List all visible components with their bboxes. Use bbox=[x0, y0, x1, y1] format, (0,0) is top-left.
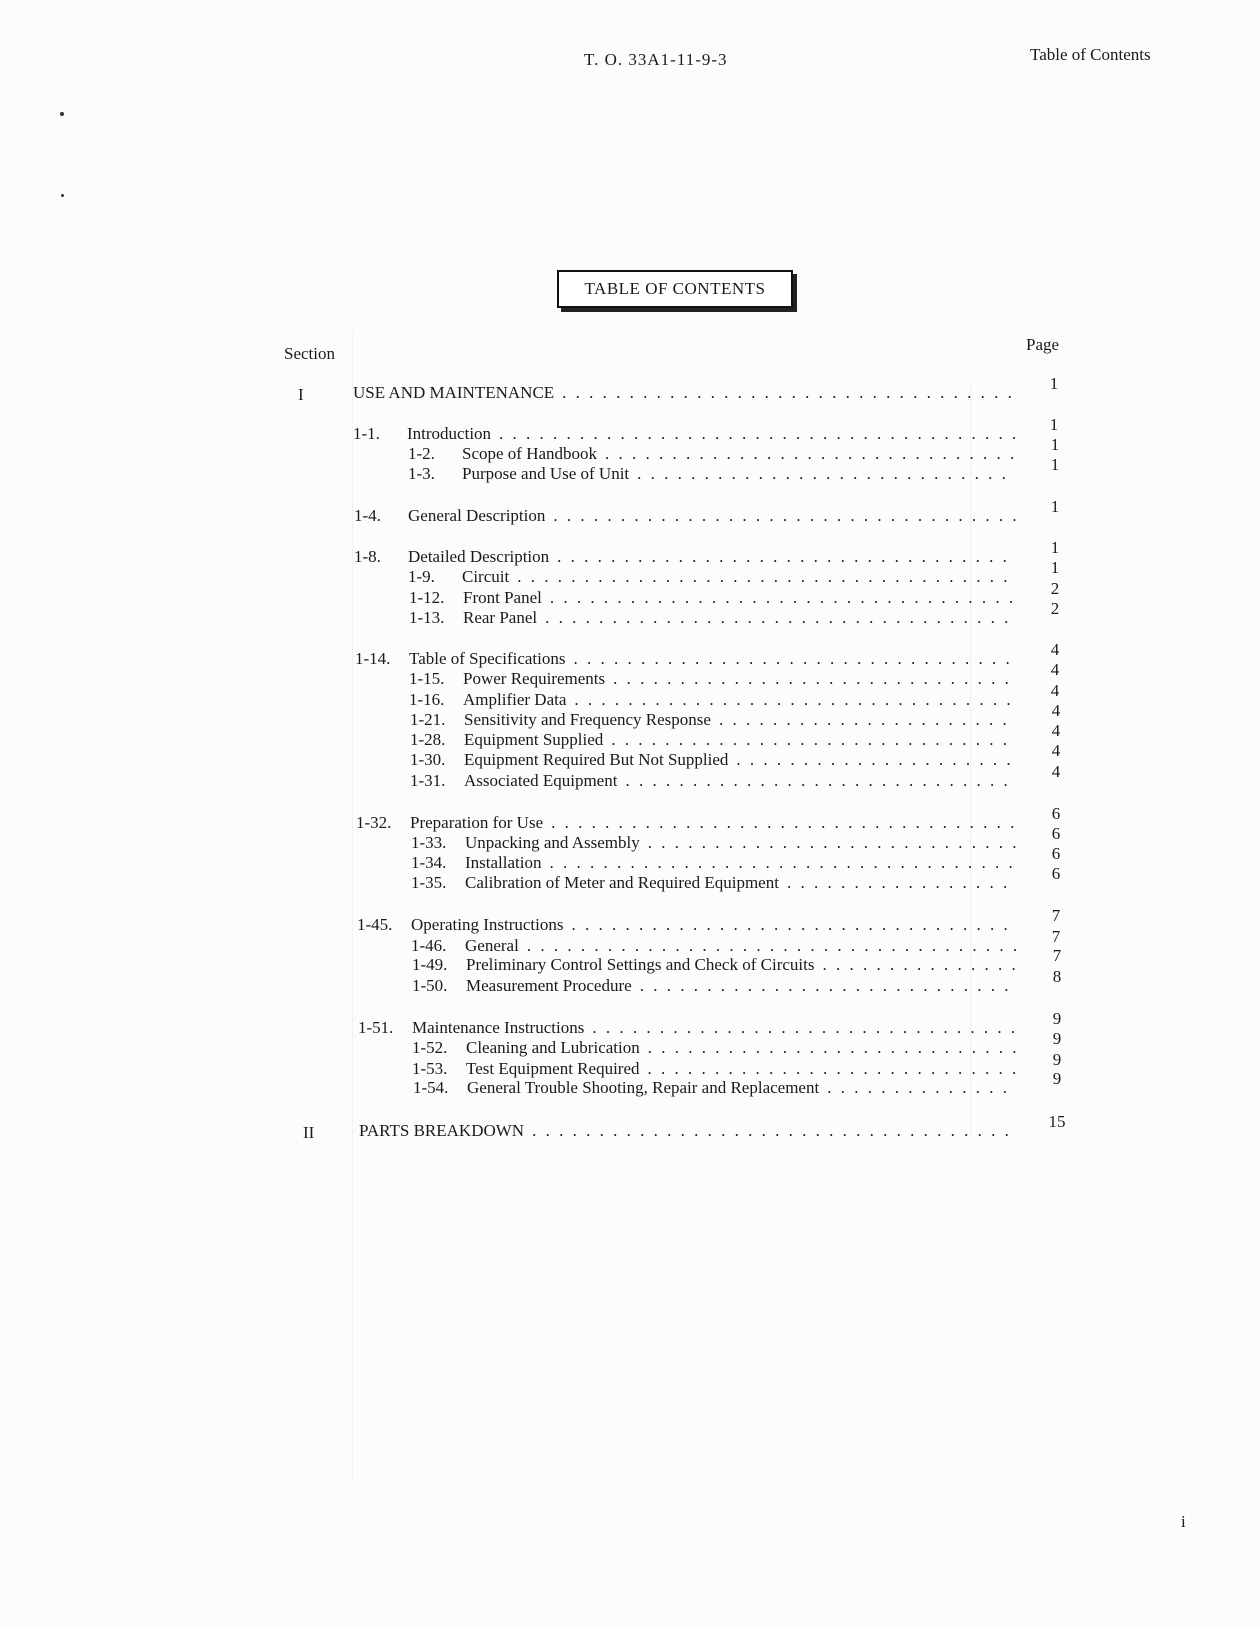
entry-number: 1-28. bbox=[410, 730, 446, 749]
toc-entry[interactable] bbox=[412, 955, 1016, 975]
dot-leader bbox=[549, 853, 1016, 873]
toc-entry[interactable] bbox=[410, 710, 1016, 730]
entry-number: 1-30. bbox=[410, 750, 446, 769]
entry-number: 1-9. bbox=[408, 567, 435, 586]
entry-page-number: 1 bbox=[1050, 558, 1060, 577]
entry-number: 1-16. bbox=[409, 690, 445, 709]
entry-page-number: 6 bbox=[1051, 844, 1061, 863]
entry-page-number: 4 bbox=[1051, 701, 1061, 720]
toc-entry[interactable] bbox=[410, 730, 1016, 750]
entry-number: 1-51. bbox=[358, 1018, 394, 1037]
dot-leader bbox=[517, 567, 1016, 587]
toc-entry[interactable] bbox=[412, 976, 1016, 996]
entry-label: Scope of Handbook bbox=[462, 444, 598, 463]
dot-leader bbox=[527, 936, 1016, 956]
entry-page-number: 6 bbox=[1051, 824, 1061, 843]
toc-entry[interactable] bbox=[408, 567, 1016, 587]
entry-label: Measurement Procedure bbox=[466, 976, 632, 995]
entry-page-number: 7 bbox=[1051, 927, 1061, 946]
dot-leader bbox=[545, 608, 1016, 628]
page-column-header: Page bbox=[1026, 335, 1060, 354]
entry-label: Installation bbox=[465, 853, 542, 872]
entry-page-number: 6 bbox=[1051, 864, 1061, 883]
entry-page-number: 9 bbox=[1052, 1029, 1062, 1048]
entry-page-number: 4 bbox=[1051, 741, 1061, 760]
entry-label: Sensitivity and Frequency Response bbox=[464, 710, 711, 729]
entry-label: Purpose and Use of Unit bbox=[462, 464, 630, 483]
entry-number: 1-1. bbox=[353, 424, 380, 443]
entry-page-number: 6 bbox=[1051, 804, 1061, 823]
toc-entry[interactable] bbox=[410, 750, 1016, 770]
entry-page-number: 4 bbox=[1051, 721, 1061, 740]
toc-entry[interactable] bbox=[358, 1018, 1016, 1038]
dot-leader bbox=[787, 873, 1016, 893]
entry-page-number: 7 bbox=[1052, 946, 1062, 965]
toc-entry[interactable] bbox=[409, 690, 1016, 710]
dot-leader bbox=[557, 547, 1016, 567]
entry-page-number: 1 bbox=[1050, 538, 1060, 557]
entry-number: 1-21. bbox=[410, 710, 446, 729]
dot-leader bbox=[532, 1121, 1016, 1141]
entry-number: 1-49. bbox=[412, 955, 448, 974]
entry-number: 1-2. bbox=[408, 444, 435, 463]
toc-entry[interactable] bbox=[356, 813, 1016, 833]
entry-number: 1-12. bbox=[409, 588, 445, 607]
toc-entry[interactable] bbox=[409, 608, 1016, 628]
entry-label: Maintenance Instructions bbox=[412, 1018, 585, 1037]
entry-page-number: 2 bbox=[1050, 599, 1060, 618]
dot-leader bbox=[553, 506, 1016, 526]
toc-entry[interactable] bbox=[411, 936, 1016, 956]
dot-leader bbox=[574, 690, 1016, 710]
toc-entry[interactable] bbox=[359, 1121, 1016, 1141]
entry-label: Cleaning and Lubrication bbox=[466, 1038, 640, 1057]
dot-leader bbox=[736, 750, 1016, 770]
entry-page-number: 2 bbox=[1050, 579, 1060, 598]
entry-number: 1-54. bbox=[413, 1078, 449, 1097]
dot-leader bbox=[827, 1078, 1016, 1098]
entry-number: 1-50. bbox=[412, 976, 448, 995]
toc-entry[interactable] bbox=[413, 1078, 1016, 1098]
dot-leader bbox=[648, 833, 1016, 853]
dot-leader bbox=[719, 710, 1016, 730]
document-number: T. O. 33A1-11-9-3 bbox=[584, 50, 728, 69]
entry-page-number: 7 bbox=[1051, 906, 1061, 925]
entry-number: 1-8. bbox=[354, 547, 381, 566]
entry-label: Associated Equipment bbox=[464, 771, 618, 790]
punch-mark bbox=[61, 194, 64, 197]
toc-entry[interactable] bbox=[411, 833, 1016, 853]
entry-page-number: 1 bbox=[1050, 455, 1060, 474]
toc-entry[interactable] bbox=[411, 853, 1016, 873]
entry-label: Detailed Description bbox=[408, 547, 550, 566]
entry-number: 1-33. bbox=[411, 833, 447, 852]
entry-page-number: 15 bbox=[1048, 1112, 1066, 1131]
dot-leader bbox=[625, 771, 1016, 791]
running-title: Table of Contents bbox=[1030, 45, 1151, 64]
entry-label: Preparation for Use bbox=[410, 813, 544, 832]
toc-entry[interactable] bbox=[355, 649, 1016, 669]
scan-shadow-line bbox=[352, 330, 353, 1480]
entry-number: 1-35. bbox=[411, 873, 447, 892]
dot-leader bbox=[562, 383, 1016, 403]
dot-leader bbox=[611, 730, 1016, 750]
entry-number: 1-15. bbox=[409, 669, 445, 688]
entry-label: Front Panel bbox=[463, 588, 542, 607]
entry-number: 1-13. bbox=[409, 608, 445, 627]
entry-page-number: 8 bbox=[1052, 967, 1062, 986]
dot-leader bbox=[613, 669, 1016, 689]
entry-page-number: 9 bbox=[1052, 1069, 1062, 1088]
section-numeral: I bbox=[298, 385, 304, 404]
entry-label: Calibration of Meter and Required Equipment bbox=[465, 873, 779, 892]
toc-entry[interactable] bbox=[353, 424, 1016, 444]
dot-leader bbox=[637, 464, 1016, 484]
entry-number: 1-53. bbox=[412, 1059, 448, 1078]
page-title: TABLE OF CONTENTS bbox=[557, 270, 793, 308]
entry-page-number: 4 bbox=[1050, 640, 1060, 659]
dot-leader bbox=[550, 588, 1016, 608]
toc-entry[interactable] bbox=[408, 464, 1016, 484]
entry-number: 1-3. bbox=[408, 464, 435, 483]
entry-label: USE AND MAINTENANCE bbox=[353, 383, 555, 402]
entry-label: Table of Specifications bbox=[409, 649, 566, 668]
toc-entry[interactable] bbox=[353, 383, 1016, 403]
toc-entry[interactable] bbox=[412, 1059, 1016, 1079]
entry-number: 1-32. bbox=[356, 813, 392, 832]
dot-leader bbox=[499, 424, 1016, 444]
entry-page-number: 9 bbox=[1052, 1050, 1062, 1069]
entry-label: Equipment Required But Not Supplied bbox=[464, 750, 729, 769]
dot-leader bbox=[822, 955, 1016, 975]
entry-page-number: 9 bbox=[1052, 1009, 1062, 1028]
entry-label: Rear Panel bbox=[463, 608, 538, 627]
entry-page-number: 1 bbox=[1049, 415, 1059, 434]
dot-leader bbox=[573, 649, 1016, 669]
entry-label: Preliminary Control Settings and Check of Circuits bbox=[466, 955, 815, 974]
entry-page-number: 1 bbox=[1049, 374, 1059, 393]
entry-label: Power Requirements bbox=[463, 669, 606, 688]
entry-label: General Description bbox=[408, 506, 546, 525]
entry-label: Test Equipment Required bbox=[466, 1059, 640, 1078]
toc-entry[interactable] bbox=[409, 588, 1016, 608]
toc-entry[interactable] bbox=[409, 669, 1016, 689]
toc-entry[interactable] bbox=[354, 547, 1016, 567]
entry-number: 1-34. bbox=[411, 853, 447, 872]
entry-page-number: 1 bbox=[1050, 497, 1060, 516]
entry-label: General bbox=[465, 936, 519, 955]
entry-label: Introduction bbox=[407, 424, 492, 443]
entry-page-number: 4 bbox=[1051, 762, 1061, 781]
toc-entry[interactable] bbox=[412, 1038, 1016, 1058]
section-numeral: II bbox=[303, 1123, 315, 1142]
entry-label: PARTS BREAKDOWN bbox=[359, 1121, 525, 1140]
dot-leader bbox=[640, 976, 1016, 996]
entry-label: General Trouble Shooting, Repair and Replacement bbox=[467, 1078, 820, 1097]
entry-label: Operating Instructions bbox=[411, 915, 564, 934]
dot-leader bbox=[572, 915, 1017, 935]
entry-number: 1-46. bbox=[411, 936, 447, 955]
dot-leader bbox=[648, 1059, 1017, 1079]
toc-entry[interactable] bbox=[408, 444, 1016, 464]
section-column-header: Section bbox=[284, 344, 335, 363]
dot-leader bbox=[592, 1018, 1016, 1038]
entry-page-number: 4 bbox=[1050, 660, 1060, 679]
dot-leader bbox=[605, 444, 1016, 464]
entry-page-number: 4 bbox=[1050, 681, 1060, 700]
entry-label: Unpacking and Assembly bbox=[465, 833, 640, 852]
entry-label: Equipment Supplied bbox=[464, 730, 604, 749]
toc-entry[interactable] bbox=[411, 873, 1016, 893]
punch-mark bbox=[60, 112, 64, 116]
entry-page-number: 1 bbox=[1050, 435, 1060, 454]
toc-entry[interactable] bbox=[354, 506, 1016, 526]
page-number: i bbox=[1181, 1512, 1186, 1531]
toc-entry[interactable] bbox=[357, 915, 1016, 935]
entry-number: 1-14. bbox=[355, 649, 391, 668]
entry-number: 1-52. bbox=[412, 1038, 448, 1057]
entry-number: 1-45. bbox=[357, 915, 393, 934]
entry-number: 1-4. bbox=[354, 506, 381, 525]
dot-leader bbox=[648, 1038, 1016, 1058]
toc-entry[interactable] bbox=[410, 771, 1016, 791]
entry-number: 1-31. bbox=[410, 771, 446, 790]
entry-label: Circuit bbox=[462, 567, 510, 586]
entry-label: Amplifier Data bbox=[463, 690, 567, 709]
dot-leader bbox=[551, 813, 1016, 833]
